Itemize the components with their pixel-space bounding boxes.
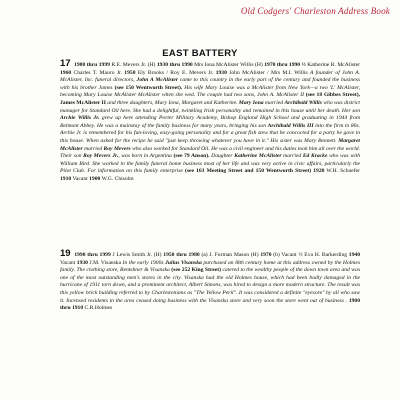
text-segment: J Lewis Smith Jr. (H): [110, 252, 164, 258]
text-segment: into the firm in 80s. Archie Jr. is remembered for his fun-loving, easy-going personality and for a great fish stew that he concocted for a party he gave in this house. When asked for the recipe he said "just keep throwing whatever you have in it." His sister was Mary Bennett.: [60, 122, 360, 144]
text-segment: who was district manager for Standard Oil here. She had a delightful, twinkling Irish personality and remained in this house until her death. Her son: [60, 99, 360, 114]
address-entry: [60, 60, 360, 184]
house-number: 19: [60, 248, 71, 259]
text-segment: 1950: [124, 69, 136, 76]
entry-text: [60, 62, 360, 182]
text-segment: (see 79 Anson).: [173, 153, 210, 160]
text-segment: Mary Iona: [238, 99, 264, 106]
text-segment: 1940: [348, 252, 360, 258]
text-segment: came to this country in the early part of the century and founded the business with his brother James: [60, 77, 360, 91]
text-segment: (see 252 King Street): [171, 267, 221, 274]
text-segment: 1970 thru 1990 ½: [264, 62, 306, 68]
text-segment: C.R.Holmes: [83, 305, 113, 312]
text-segment: 1950 thru 1980: [163, 252, 200, 258]
text-segment: Margaret McAlister: [60, 137, 360, 152]
text-segment: His wife Mary Louise was a McAlister from New York—a two 'L' McAlister, becoming Mary Louise McAlister McAlister when she wed. The couple had two sons, John A. McAlister II: [60, 84, 360, 99]
text-segment: (a) J. Furman Mason (H): [199, 252, 261, 258]
text-segment: (see 18 Gibbes Street), James McAlister II: [60, 92, 360, 106]
text-segment: (see 163 Meeting Street and 150 Wentworth Street): [185, 168, 312, 175]
text-segment: W.H. Schuefer: [324, 168, 360, 175]
text-segment: who also worked for Standard Oil. He was a civil engineer and his duties took him all over the world. Their son: [60, 145, 361, 160]
text-segment: Roy Mevers Jr.: [83, 153, 119, 160]
text-segment: and three daughters, Mary Iona, Margaret and Katherine.: [105, 99, 239, 106]
text-segment: Vacant: [60, 259, 77, 266]
text-segment: purchased an l8th century home at this address owned by the Holmes family. The clothing store, Bentshner & Visanska: [60, 259, 360, 274]
text-segment: Archie Willis Jr.: [60, 115, 100, 122]
text-segment: married: [281, 153, 303, 160]
text-segment: Vacant: [71, 175, 90, 182]
text-segment: 1930: [215, 69, 227, 76]
text-segment: 1930 thru 1990: [156, 62, 193, 68]
text-segment: John McAlister / Mrs M.I. Willis: [226, 69, 311, 76]
text-segment: Katherine McAlister: [234, 153, 282, 160]
entry-text: [60, 252, 360, 311]
text-segment: 1920: [313, 168, 325, 175]
text-segment: grew up here attending Porter Military Academy, Bishop England High School and graduating in 1944 from Belmont Abbey. He was a mainstay of the family business for many years, bringing his son: [60, 115, 360, 129]
text-segment: In the early 1900s: [122, 259, 166, 266]
text-segment: 1980 thru 1999: [74, 62, 110, 68]
text-segment: Charles T. Mauro Jr.: [71, 69, 125, 76]
text-segment: catered to the wealthy people of the down town area and was one of the most outstanding men's stores in the city. Visanska had the old Holmes house, which had been badly damaged in the hurricane of 1911 torn down, and a prominent architect, Albert Simons, was hired to design a more modern structure. The result was this yellow brick building referred to by Charlestonians as "The Yellow Peril". It was considered a definite "eyesore" by all who saw it. Incensed residents in the area ceased doing business with the Visanska store and very soon the store went out of business .: [60, 267, 361, 304]
text-segment: (b) Vacant ½ Eva H. Barkerding: [271, 252, 349, 258]
handwritten-header-note: Old Codgers' Charleston Address Book: [240, 6, 390, 16]
house-number: 17: [60, 58, 71, 69]
text-segment: 1900: [89, 175, 101, 182]
text-segment: 1900 thru 1910: [60, 297, 360, 312]
text-segment: married: [82, 145, 104, 152]
text-segment: 1960: [60, 69, 72, 76]
text-segment: Daughter: [209, 153, 235, 160]
text-segment: Mrs Iona McAlister Willis (H): [192, 62, 265, 68]
text-segment: Archibald Willis: [284, 99, 322, 106]
text-segment: R.E. Mevers Jr. (H): [109, 62, 157, 68]
text-segment: who was with William Bird. She worked in the family funeral home business most of her life and was very active in civic affairs, particularly the Pilot Club. For information on this family enterprise: [60, 153, 360, 175]
text-segment: Ely Brooks / Roy E. Mevers Jr.: [135, 69, 216, 76]
text-segment: Roy Mevers: [103, 145, 131, 152]
text-segment: Katherine R. McAlister: [305, 62, 361, 68]
section-title: EAST BATTERY: [162, 48, 238, 59]
text-segment: J.M. Visanska: [87, 259, 123, 266]
text-segment: Ed Kracke: [302, 153, 328, 160]
text-segment: Archibald Willis III: [267, 122, 314, 129]
text-segment: 1970: [260, 252, 272, 258]
text-segment: 1930: [76, 259, 88, 266]
text-segment: married: [263, 99, 285, 106]
text-segment: W.G. Chisolm: [100, 175, 134, 182]
text-segment: A founder of John A. McAlister, Inc. funeral directors,: [60, 69, 361, 84]
text-segment: (see 150 Wentworth Street).: [114, 84, 183, 91]
text-segment: Julius Visanska: [165, 259, 202, 266]
text-segment: John A McAlister: [136, 77, 179, 84]
text-segment: 1910: [60, 175, 72, 182]
text-segment: , was born in Argentina: [118, 153, 174, 160]
address-entry: [60, 250, 360, 313]
text-segment: 1990 thru 1999: [74, 252, 111, 258]
